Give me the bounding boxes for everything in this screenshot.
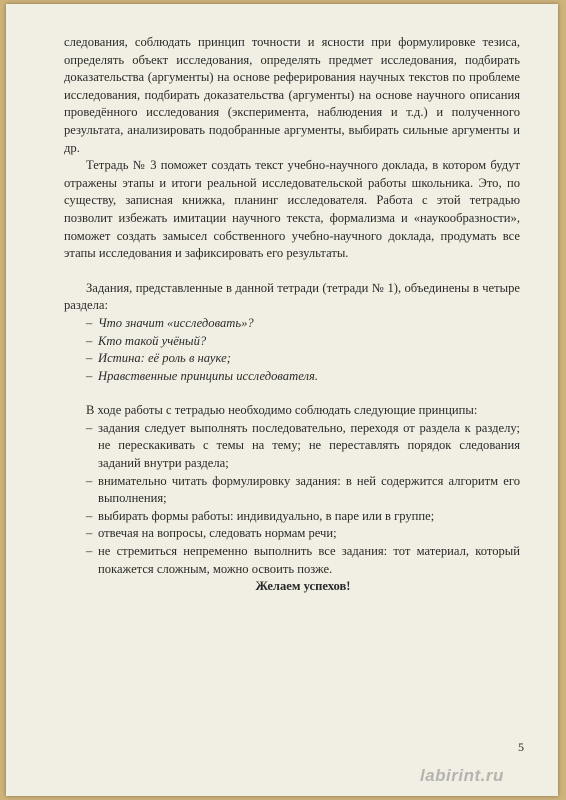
principles-list — [64, 420, 520, 578]
watermark-logo: labirint.ru — [420, 766, 504, 785]
closing-wish: Желаем успехов! — [255, 579, 351, 594]
list-item: – отвечая на вопросы, следовать нормам речи; — [86, 525, 520, 543]
principles-intro: В ходе работы с тетрадью необходимо соблюдать следующие принципы: — [86, 403, 478, 418]
page-number: 5 — [518, 740, 524, 754]
paragraph-2: Тетрадь № 3 поможет создать текст учебно-научного доклада, в котором будут отражены этапы и итоги реальной исследовательской работы школьника. Это, по существу, записная книжка, планинг исследователя. Работа с этой тетрадью позволит избежать имитации научного текста, формализма и «наукообразности», поможет создать замысел собственного учебно-научного доклада, продумать все этапы исследования и зафиксировать его результаты. — [64, 158, 520, 261]
page-content — [64, 34, 520, 596]
list-item: – внимательно читать формулировку задания: в ней содержится алгоритм его выполнения; — [86, 473, 520, 508]
paragraph-3: Задания, представленные в данной тетради (тетради № 1), объединены в четыре раздела: — [64, 280, 520, 313]
page-sheet — [6, 4, 558, 796]
list-item: – задания следует выполнять последовательно, переходя от раздела к разделу; не перескакивать с темы на тему; не переставлять порядок следования заданий внутри раздела; — [86, 420, 520, 473]
list-item: – Истина: её роль в науке; — [86, 350, 520, 368]
spacer — [64, 263, 520, 280]
sections-list — [64, 315, 520, 385]
paragraph-1: следования, соблюдать принцип точности и ясности при формулировке тезиса, определять объект исследования, определять предмет исследования, подбирать доказательства (аргументы) на основе реферирования научных текстов по проблеме исследования, подбирать доказательства (аргументы) на основе научного описания проведённого исследования (эксперимента, наблюдения и т.д.) и полученного результата, анализировать подобранные аргументы, выбирать сильные аргументы и др. — [64, 35, 520, 155]
list-item: – выбирать формы работы: индивидуально, в паре или в группе; — [86, 508, 520, 526]
list-item: – не стремиться непременно выполнить все задания: тот материал, который покажется сложным, можно освоить позже. — [86, 543, 520, 578]
list-item: – Нравственные принципы исследователя. — [86, 368, 520, 386]
list-item: – Что значит «исследовать»? — [86, 315, 520, 333]
list-item: – Кто такой учёный? — [86, 333, 520, 351]
spacer — [64, 385, 520, 402]
